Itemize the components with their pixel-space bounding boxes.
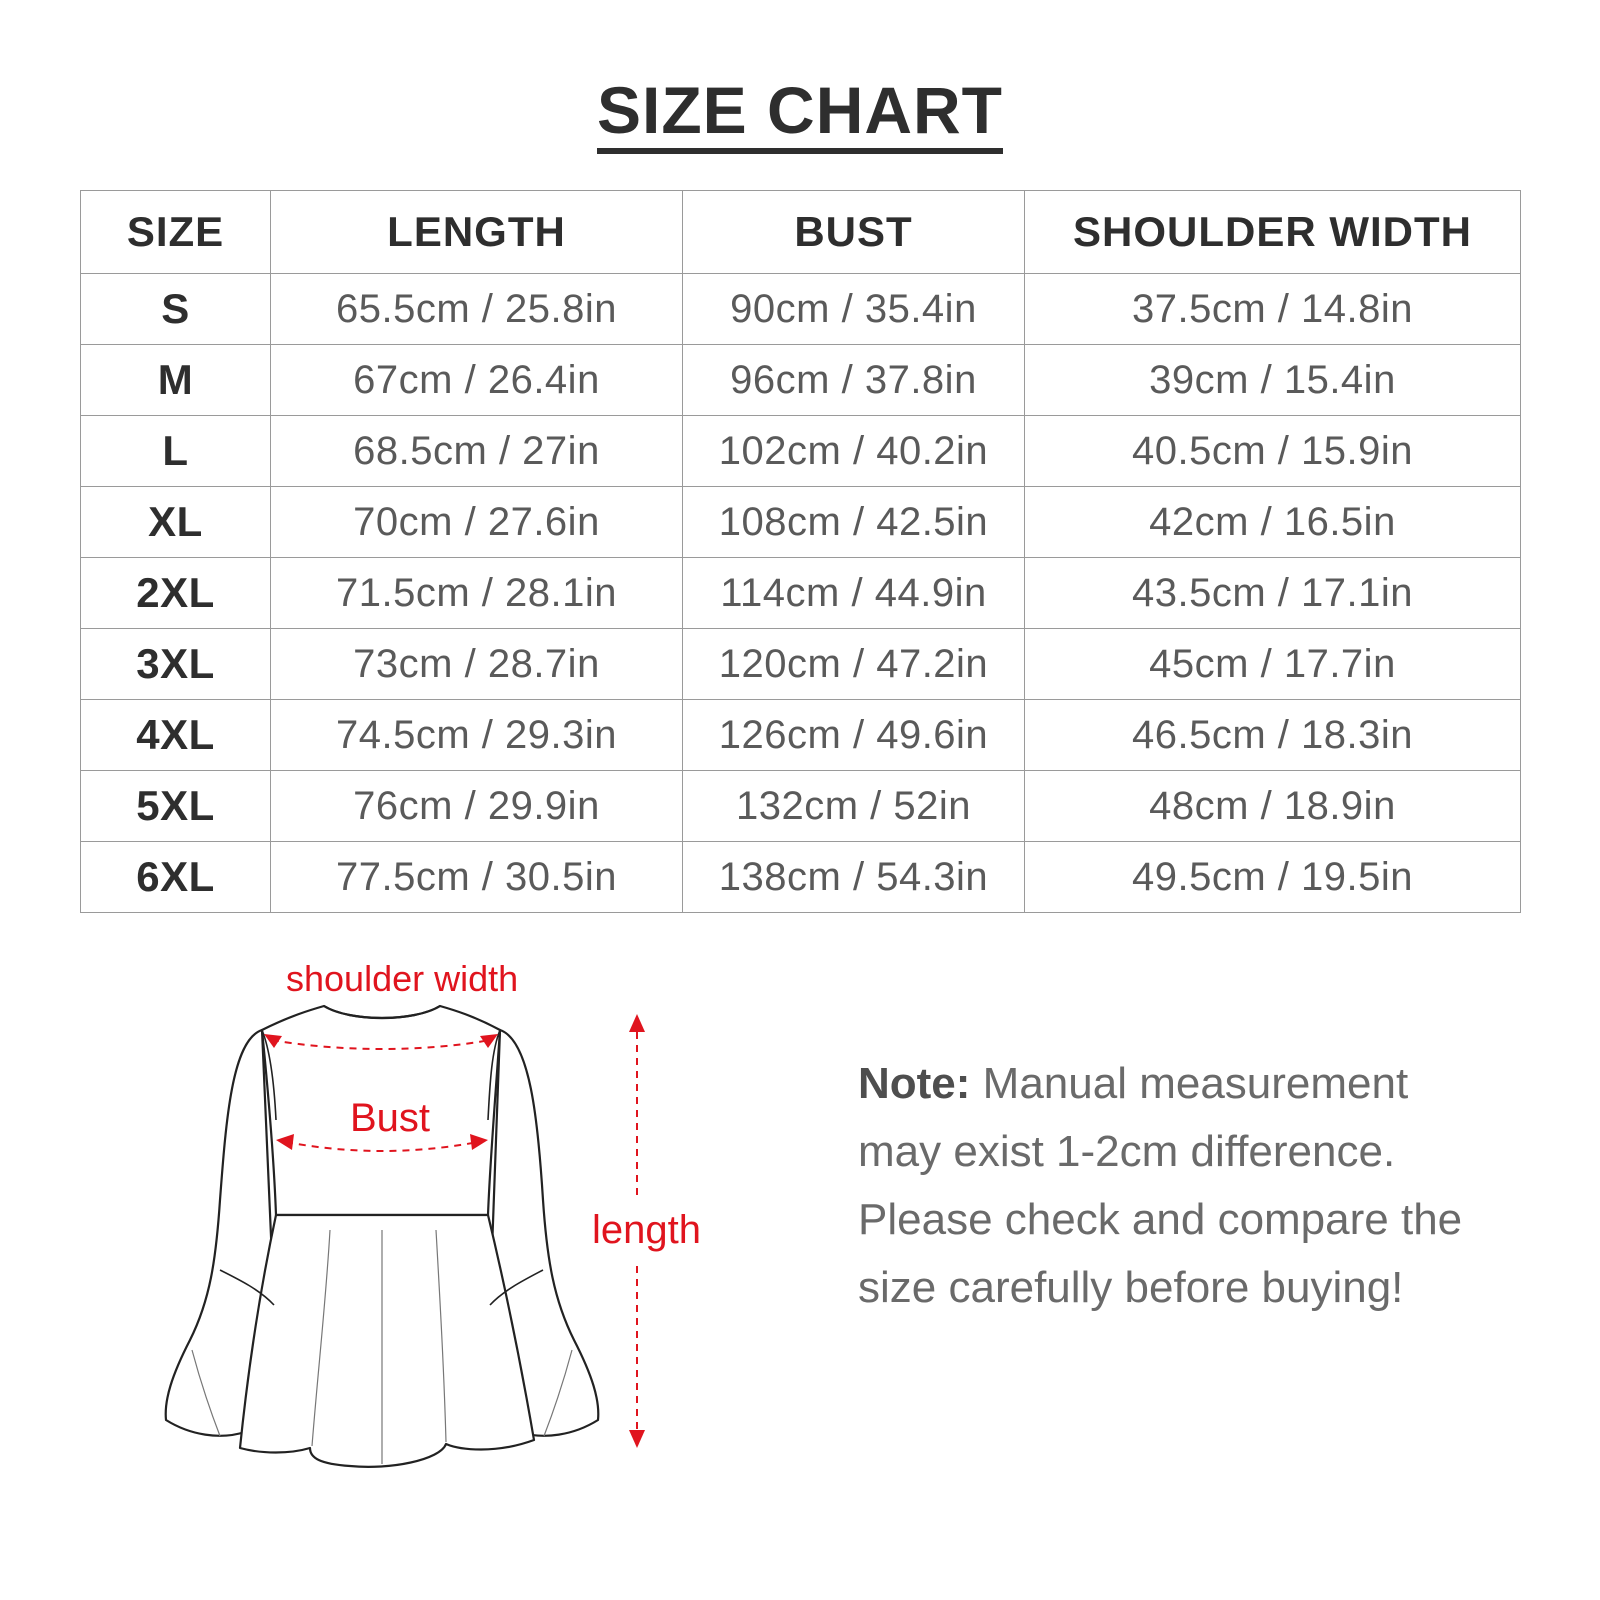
bust-label: Bust bbox=[350, 1096, 431, 1140]
shoulder-width-cell: 48cm / 18.9in bbox=[1025, 771, 1521, 842]
size-cell: XL bbox=[81, 487, 271, 558]
size-cell: 6XL bbox=[81, 842, 271, 913]
shoulder-width-cell: 39cm / 15.4in bbox=[1025, 345, 1521, 416]
table-header-row bbox=[81, 191, 1521, 274]
length-label: length bbox=[592, 1208, 701, 1252]
bust-cell: 132cm / 52in bbox=[683, 771, 1025, 842]
shoulder-width-cell: 43.5cm / 17.1in bbox=[1025, 558, 1521, 629]
bust-cell: 114cm / 44.9in bbox=[683, 558, 1025, 629]
size-cell: 4XL bbox=[81, 700, 271, 771]
length-cell: 76cm / 29.9in bbox=[271, 771, 683, 842]
peplum-skirt bbox=[240, 1215, 534, 1467]
shoulder-width-cell: 46.5cm / 18.3in bbox=[1025, 700, 1521, 771]
title-text: SIZE CHART bbox=[597, 74, 1003, 154]
table-row bbox=[81, 558, 1521, 629]
table-row bbox=[81, 629, 1521, 700]
bust-cell: 120cm / 47.2in bbox=[683, 629, 1025, 700]
length-cell: 74.5cm / 29.3in bbox=[271, 700, 683, 771]
table-row bbox=[81, 700, 1521, 771]
table-row bbox=[81, 771, 1521, 842]
length-cell: 73cm / 28.7in bbox=[271, 629, 683, 700]
length-cell: 67cm / 26.4in bbox=[271, 345, 683, 416]
size-table bbox=[80, 190, 1521, 913]
size-cell: L bbox=[81, 416, 271, 487]
column-header-length: LENGTH bbox=[271, 191, 683, 274]
size-cell: M bbox=[81, 345, 271, 416]
length-cell: 65.5cm / 25.8in bbox=[271, 274, 683, 345]
shoulder-width-cell: 40.5cm / 15.9in bbox=[1025, 416, 1521, 487]
table-row bbox=[81, 345, 1521, 416]
column-header-bust: BUST bbox=[683, 191, 1025, 274]
shoulder-width-cell: 37.5cm / 14.8in bbox=[1025, 274, 1521, 345]
bust-cell: 102cm / 40.2in bbox=[683, 416, 1025, 487]
column-header-size: SIZE bbox=[81, 191, 271, 274]
bust-cell: 126cm / 49.6in bbox=[683, 700, 1025, 771]
size-cell: 3XL bbox=[81, 629, 271, 700]
note-label: Note: bbox=[858, 1059, 971, 1108]
length-cell: 70cm / 27.6in bbox=[271, 487, 683, 558]
table-row bbox=[81, 416, 1521, 487]
bust-cell: 108cm / 42.5in bbox=[683, 487, 1025, 558]
shoulder-width-label: shoulder width bbox=[286, 958, 519, 999]
note-body: Manual measurement may exist 1-2cm difference. Please check and compare the size carefully before buying! bbox=[858, 1059, 1463, 1312]
bust-cell: 138cm / 54.3in bbox=[683, 842, 1025, 913]
size-cell: 2XL bbox=[81, 558, 271, 629]
length-cell: 77.5cm / 30.5in bbox=[271, 842, 683, 913]
shoulder-width-cell: 45cm / 17.7in bbox=[1025, 629, 1521, 700]
page-title bbox=[0, 70, 1600, 154]
size-cell: S bbox=[81, 274, 271, 345]
garment-diagram bbox=[150, 958, 730, 1530]
shoulder-width-cell: 49.5cm / 19.5in bbox=[1025, 842, 1521, 913]
column-header-shoulder-width: SHOULDER WIDTH bbox=[1025, 191, 1521, 274]
table-row bbox=[81, 487, 1521, 558]
size-cell: 5XL bbox=[81, 771, 271, 842]
bust-cell: 90cm / 35.4in bbox=[683, 274, 1025, 345]
table-row bbox=[81, 842, 1521, 913]
note-text bbox=[858, 1050, 1498, 1322]
bust-cell: 96cm / 37.8in bbox=[683, 345, 1025, 416]
shoulder-width-cell: 42cm / 16.5in bbox=[1025, 487, 1521, 558]
length-cell: 71.5cm / 28.1in bbox=[271, 558, 683, 629]
table-row bbox=[81, 274, 1521, 345]
length-cell: 68.5cm / 27in bbox=[271, 416, 683, 487]
